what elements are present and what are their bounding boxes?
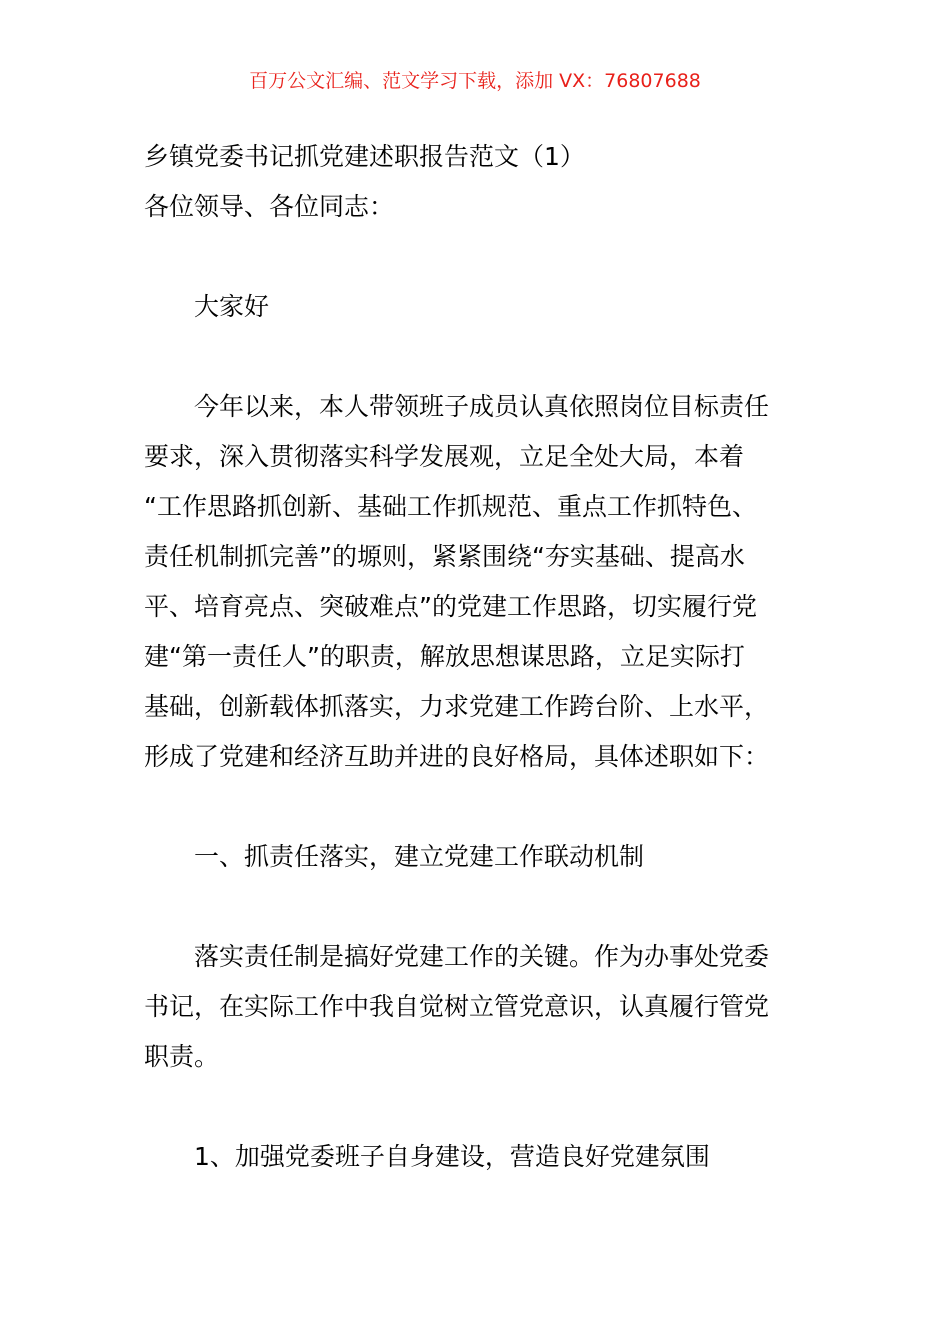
document-title: 乡镇党委书记抓党建述职报告范文（1） bbox=[144, 142, 585, 171]
section1-line: 职责。 bbox=[144, 1042, 220, 1071]
paragraph-gap bbox=[144, 232, 812, 282]
intro-line: 建“第一责任人”的职责，解放思想谋思路，立足实际打 bbox=[144, 642, 745, 671]
intro-line: 形成了党建和经济互助并进的良好格局，具体述职如下： bbox=[144, 742, 770, 771]
paragraph-gap bbox=[144, 1082, 812, 1132]
paragraph-gap bbox=[144, 332, 812, 382]
header-watermark-note bbox=[0, 66, 950, 96]
intro-paragraph bbox=[144, 382, 812, 782]
section1-paragraph bbox=[144, 932, 812, 1082]
intro-line: 责任机制抓完善”的塬则，紧紧围绕“夯实基础、提高水 bbox=[144, 542, 745, 571]
section-heading: 一、抓责任落实，建立党建工作联动机制 bbox=[194, 842, 645, 871]
document-body bbox=[144, 132, 812, 1182]
section1-line: 落实责任制是搞好党建工作的关键。作为办事处党委 bbox=[194, 942, 770, 971]
section1-line: 书记，在实际工作中我自觉树立管党意识，认真履行管党 bbox=[144, 992, 770, 1021]
intro-line: 基础，创新载体抓落实，力求党建工作跨台阶、上水平， bbox=[144, 692, 770, 721]
paragraph-gap bbox=[144, 782, 812, 832]
paragraph-gap bbox=[144, 882, 812, 932]
header-note-text: 百万公文汇编、范文学习下载，添加 VX：76807688 bbox=[249, 70, 701, 92]
subsection-heading: 1、加强党委班子自身建设，营造良好党建氛围 bbox=[194, 1142, 710, 1171]
greeting: 大家好 bbox=[194, 292, 270, 321]
intro-line: 要求，深入贯彻落实科学发展观，立足全处大局，本着 bbox=[144, 442, 745, 471]
salutation: 各位领导、各位同志： bbox=[144, 192, 395, 221]
intro-line: 平、培育亮点、突破难点”的党建工作思路，切实履行党 bbox=[144, 592, 757, 621]
intro-line: “工作思路抓创新、基础工作抓规范、重点工作抓特色、 bbox=[144, 492, 757, 521]
intro-line: 今年以来，本人带领班子成员认真依照岗位目标责任 bbox=[194, 392, 770, 421]
